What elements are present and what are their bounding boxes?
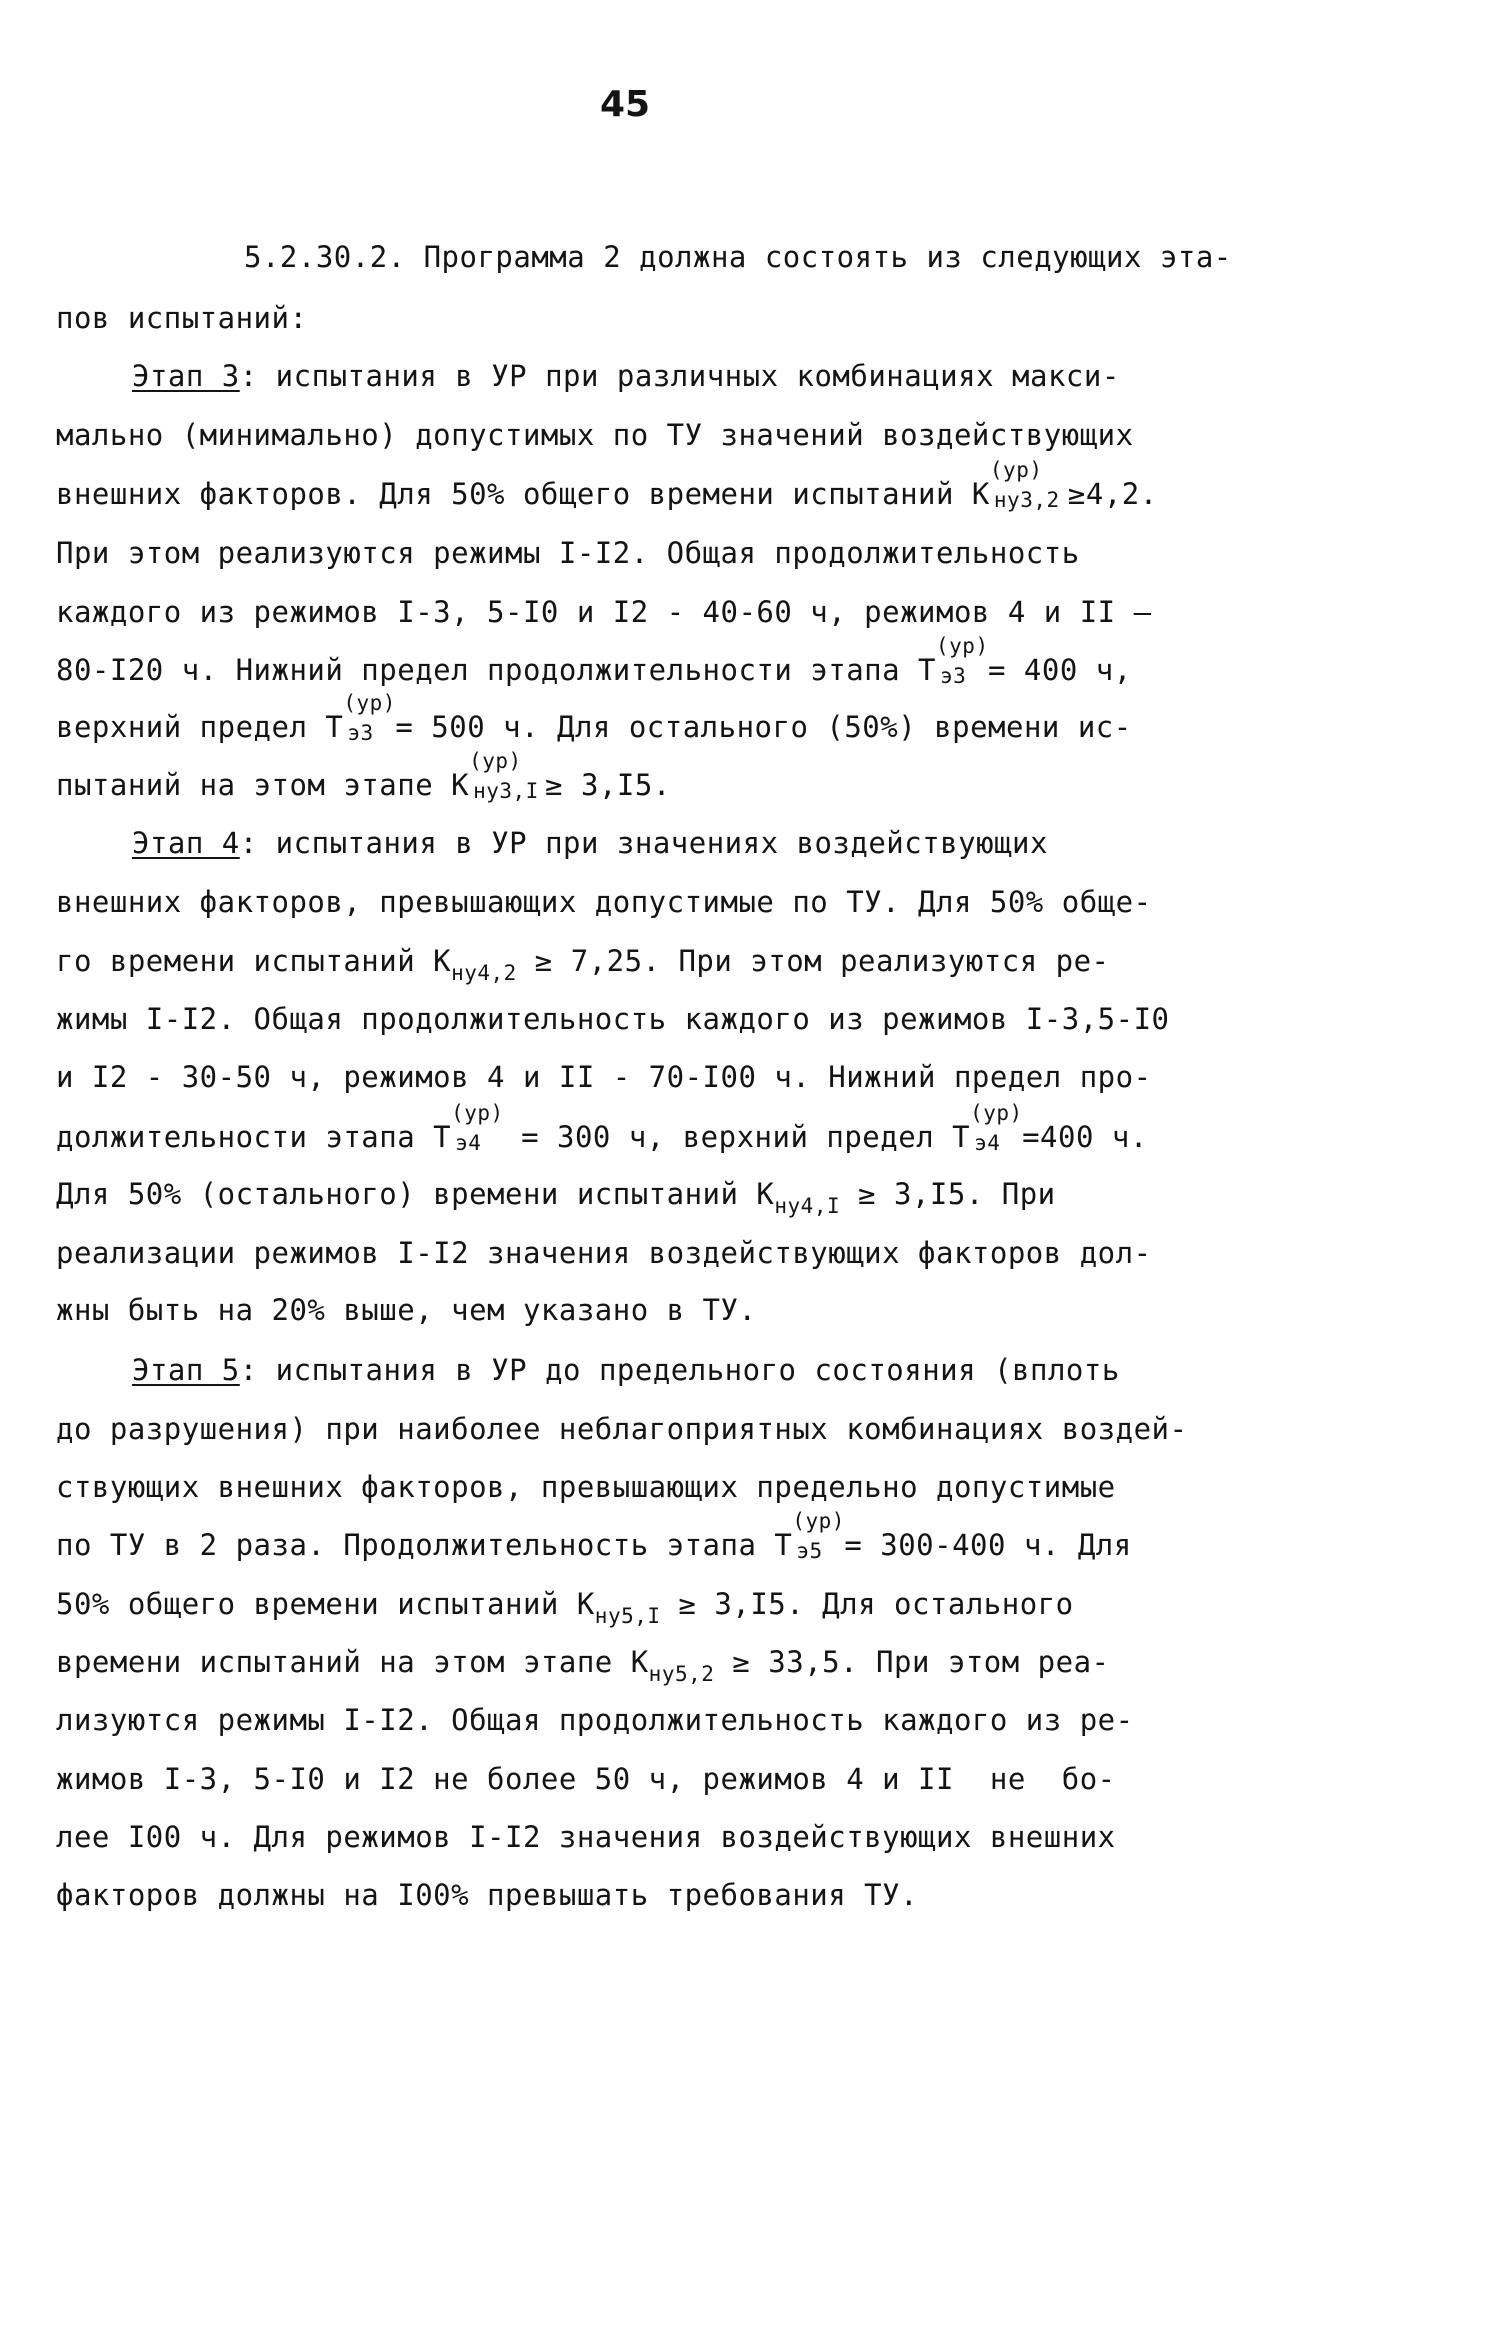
- stage-5-label: Этап 5: [132, 1353, 240, 1387]
- stage-5-line: Этап 5: испытания в УР до предельного состояния (вплоть: [132, 1353, 1120, 1387]
- paragraph-line: 50% общего времени испытаний $К_{ну5,I} \ge 3,I5$. Для остального: [56, 1587, 1074, 1628]
- page-number: 45: [600, 84, 651, 125]
- paragraph-line: лизуются режимы I-I2. Общая продолжительность каждого из ре-: [56, 1703, 1134, 1737]
- paragraph-line: реализации режимов I-I2 значения воздействующих факторов дол-: [56, 1236, 1152, 1270]
- paragraph-line: каждого из режимов I-3, 5-I0 и I2 - 40-60 ч, режимов 4 и II –: [56, 595, 1152, 629]
- paragraph-line: времени испытаний на этом этапе $К_{ну5,2} \ge 33,5$. При этом реа-: [56, 1645, 1110, 1686]
- paragraph-line: по ТУ в 2 раза. Продолжительность этапа Т (ур) э5 = 300-400 ч. Для: [56, 1509, 1132, 1563]
- paragraph-line: 80-I20 ч. Нижний предел продолжительности этапа Т (ур) э3 = 400 ч,: [56, 634, 1132, 688]
- paragraph-line: При этом реализуются режимы I-I2. Общая продолжительность: [56, 536, 1080, 570]
- paragraph-line: Для 50% (остального) времени испытаний $К_{ну4,I} \ge 3,I5$. При: [56, 1177, 1056, 1218]
- paragraph-line: ствующих внешних факторов, превышающих предельно допустимые: [56, 1470, 1116, 1504]
- paragraph-line: жны быть на 20% выше, чем указано в ТУ.: [56, 1293, 757, 1327]
- stage-3-label: Этап 3: [132, 359, 240, 393]
- paragraph-line: внешних факторов, превышающих допустимые по ТУ. Для 50% обще-: [56, 885, 1152, 919]
- paragraph-line: жимов I-3, 5-I0 и I2 не более 50 ч, режимов 4 и II не бо-: [56, 1762, 1116, 1796]
- paragraph-line: пытаний на этом этапе К (ур) ну3,I ≥ 3,I5.: [56, 749, 671, 803]
- section-heading-line: 5.2.30.2. Программа 2 должна состоять из следующих эта-: [244, 240, 1232, 274]
- paragraph-line: внешних факторов. Для 50% общего времени испытаний К (ур) ну3,2 ≥4,2.: [56, 458, 1158, 512]
- paragraph-line: верхний предел Т (ур) э3 = 500 ч. Для остального (50%) времени ис-: [56, 691, 1132, 745]
- paragraph-line: факторов должны на I00% превышать требования ТУ.: [56, 1878, 919, 1912]
- paragraph-line: лее I00 ч. Для режимов I-I2 значения воздействующих внешних: [56, 1820, 1116, 1854]
- paragraph-line: мально (минимально) допустимых по ТУ значений воздействующих: [56, 418, 1134, 452]
- paragraph-line: должительности этапа Т (ур) э4 = 300 ч, верхний предел Т (ур) э4 =400 ч.: [56, 1101, 1148, 1155]
- paragraph-line: пов испытаний:: [56, 301, 308, 335]
- stage-4-line: Этап 4: испытания в УР при значениях воздействующих: [132, 826, 1048, 860]
- stage-3-line: Этап 3: испытания в УР при различных комбинациях макси-: [132, 359, 1120, 393]
- paragraph-line: и I2 - 30-50 ч, режимов 4 и II - 70-I00 ч. Нижний предел про-: [56, 1060, 1152, 1094]
- stage-4-label: Этап 4: [132, 826, 240, 860]
- paragraph-line: жимы I-I2. Общая продолжительность каждого из режимов I-3,5-I0: [56, 1002, 1170, 1036]
- paragraph-line: до разрушения) при наиболее неблагоприятных комбинациях воздей-: [56, 1412, 1188, 1446]
- paragraph-line: го времени испытаний $К_{ну4,2} \ge 7,25$. При этом реализуются ре-: [56, 944, 1110, 985]
